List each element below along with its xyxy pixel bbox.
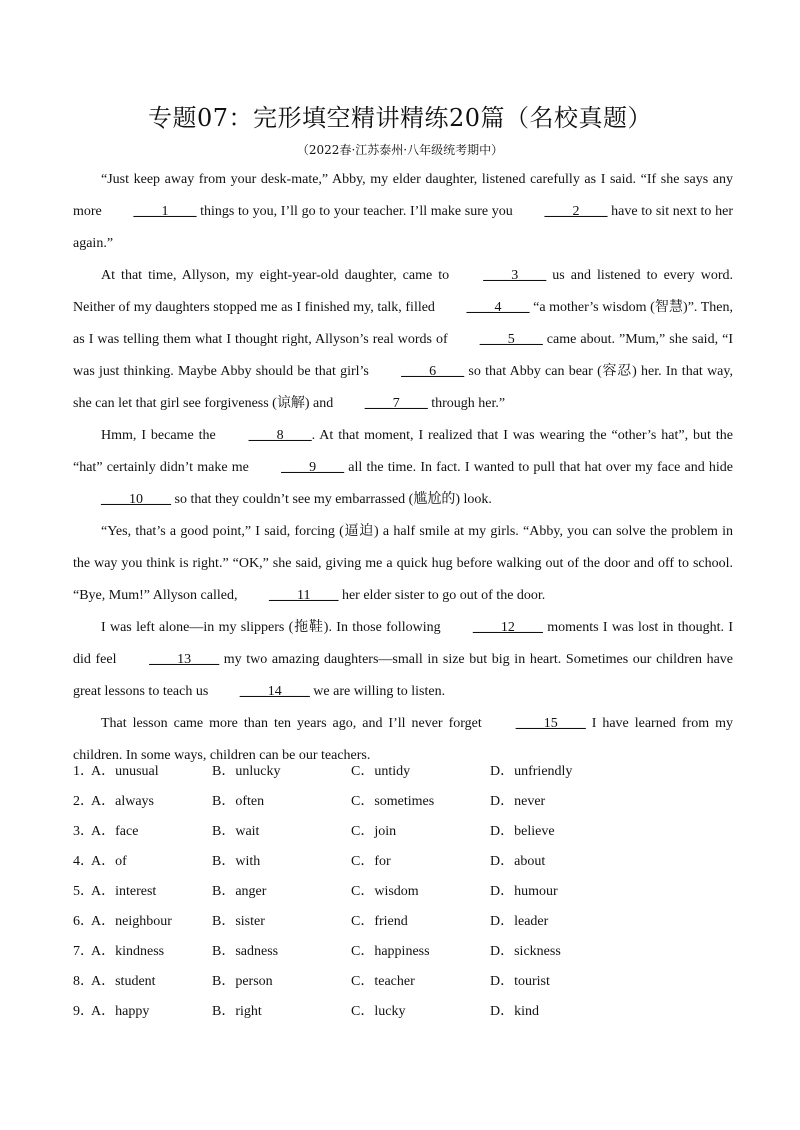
- question-list: [73, 757, 733, 1027]
- question-row: [73, 937, 733, 967]
- answer-option[interactable]: B．person: [212, 974, 273, 989]
- answer-blank: ____7____: [364, 396, 428, 411]
- answer-option[interactable]: B．with: [212, 854, 261, 869]
- question-number: 7．: [73, 944, 94, 959]
- question-number: 6．: [73, 914, 94, 929]
- page-title: 专题07：完形填空精讲精练20篇（名校真题）: [147, 104, 653, 132]
- answer-option[interactable]: A．kindness: [91, 944, 165, 959]
- answer-option[interactable]: C．friend: [351, 914, 408, 929]
- answer-blank: ____3____: [483, 268, 547, 283]
- answer-option[interactable]: C．for: [351, 854, 391, 869]
- question-row: [73, 907, 733, 937]
- question-number: 5．: [73, 884, 94, 899]
- answer-option[interactable]: D．never: [490, 794, 546, 809]
- answer-option[interactable]: D．believe: [490, 824, 555, 839]
- answer-option[interactable]: C．lucky: [351, 1004, 406, 1019]
- passage-text: came about. ”Mum,” she said, “I was just thinking. Maybe Abby should be that girl’s: [73, 332, 733, 379]
- question-number: 1．: [73, 764, 94, 779]
- answer-option[interactable]: A．neighbour: [91, 914, 172, 929]
- question-row: [73, 817, 733, 847]
- passage-text: moments I was lost in thought. I did feel: [73, 620, 734, 667]
- question-number: 3．: [73, 824, 94, 839]
- answer-blank: ____11____: [268, 588, 339, 603]
- passage-paragraph: [73, 164, 733, 260]
- answer-option[interactable]: B．sadness: [212, 944, 279, 959]
- cloze-passage: [73, 164, 733, 772]
- passage-text: I have learned from my children. In some ways, children can be our teachers.: [73, 716, 733, 763]
- question-row: [73, 967, 733, 997]
- answer-option[interactable]: D．sickness: [490, 944, 561, 959]
- passage-text: things to you, I’ll go to your teacher. I’ll make sure you: [196, 204, 517, 219]
- answer-option[interactable]: D．humour: [490, 884, 558, 899]
- answer-option[interactable]: D．about: [490, 854, 546, 869]
- passage-text: . At that moment, I realized that I was wearing the “other’s hat”, but the “hat” certainly didn’t make me: [73, 428, 733, 475]
- answer-option[interactable]: A．unusual: [91, 764, 159, 779]
- answer-option[interactable]: B．wait: [212, 824, 260, 839]
- passage-paragraph: [73, 516, 733, 612]
- passage-text: That lesson came more than ten years ago, and I’ll never forget: [101, 716, 488, 731]
- answer-blank: ____8____: [248, 428, 312, 443]
- answer-option[interactable]: B．right: [212, 1004, 262, 1019]
- passage-paragraph: [73, 420, 733, 516]
- source-note: （2022春·江苏泰州·八年级统考期中）: [296, 143, 504, 157]
- answer-blank: ____9____: [281, 460, 345, 475]
- answer-option[interactable]: C．join: [351, 824, 397, 839]
- passage-text: us and listened to every word. Neither of my daughters stopped me as I finished my, talk, filled: [73, 268, 733, 315]
- question-row: [73, 787, 733, 817]
- answer-option[interactable]: D．tourist: [490, 974, 550, 989]
- passage-text: At that time, Allyson, my eight-year-old daughter, came to: [101, 268, 456, 283]
- question-number: 2．: [73, 794, 94, 809]
- answer-option[interactable]: B．sister: [212, 914, 265, 929]
- passage-text: have to sit next to her again.”: [73, 204, 733, 251]
- answer-option[interactable]: C．teacher: [351, 974, 415, 989]
- answer-blank: ____1____: [133, 204, 197, 219]
- answer-blank: ____12____: [472, 620, 543, 635]
- question-number: 9．: [73, 1004, 94, 1019]
- answer-option[interactable]: C．untidy: [351, 764, 411, 779]
- passage-text: so that Abby can bear (容忍) her. In that way, she can let that girl see forgiveness (谅解) and: [73, 364, 733, 411]
- passage-text: we are willing to listen.: [309, 684, 446, 699]
- answer-blank: ____10____: [101, 492, 171, 507]
- answer-blank: ____14____: [239, 684, 310, 699]
- answer-option[interactable]: C．happiness: [351, 944, 430, 959]
- passage-text: so that they couldn’t see my embarrassed (尴尬的) look.: [171, 492, 492, 507]
- answer-option[interactable]: A．always: [91, 794, 154, 809]
- answer-blank: ____15____: [515, 716, 586, 731]
- answer-blank: ____4____: [466, 300, 530, 315]
- answer-option[interactable]: A．face: [91, 824, 139, 839]
- passage-text: I was left alone—in my slippers (拖鞋). In those following: [101, 620, 445, 635]
- answer-blank: ____5____: [479, 332, 543, 347]
- answer-option[interactable]: A．student: [91, 974, 156, 989]
- answer-option[interactable]: C．wisdom: [351, 884, 419, 899]
- answer-blank: ____13____: [149, 652, 220, 667]
- passage-text: all the time. In fact. I wanted to pull that hat over my face and hide: [344, 460, 733, 475]
- answer-option[interactable]: B．anger: [212, 884, 267, 899]
- answer-option[interactable]: A．interest: [91, 884, 157, 899]
- question-row: [73, 757, 733, 787]
- answer-option[interactable]: C．sometimes: [351, 794, 435, 809]
- question-row: [73, 877, 733, 907]
- passage-text: Hmm, I became the: [101, 428, 221, 443]
- answer-option[interactable]: D．leader: [490, 914, 549, 929]
- question-row: [73, 997, 733, 1027]
- passage-text: her elder sister to go out of the door.: [338, 588, 546, 603]
- passage-text: through her.”: [427, 396, 506, 411]
- answer-blank: ____6____: [401, 364, 465, 379]
- question-number: 4．: [73, 854, 94, 869]
- passage-text: “Just keep away from your desk-mate,” Abby, my elder daughter, listened carefully as I said. “If she says any more: [73, 172, 733, 219]
- passage-text: my two amazing daughters—small in size but big in heart. Sometimes our children have great lessons to teach us: [73, 652, 733, 699]
- question-row: [73, 847, 733, 877]
- answer-blank: ____2____: [544, 204, 608, 219]
- passage-text: “Yes, that’s a good point,” I said, forcing (逼迫) a half smile at my girls. “Abby, you can solve the problem in the way you think is right.” “OK,” she said, giving me a quick hug before walking out of the door and off to school. “Bye, Mum!” Allyson called,: [73, 524, 733, 603]
- passage-paragraph: [73, 612, 733, 708]
- passage-text: “a mother’s wisdom (智慧)”. Then, as I was telling them what I thought right, Allyson’s real words of: [73, 300, 733, 347]
- answer-option[interactable]: B．often: [212, 794, 265, 809]
- answer-option[interactable]: B．unlucky: [212, 764, 281, 779]
- answer-option[interactable]: D．kind: [490, 1004, 539, 1019]
- passage-paragraph: [73, 260, 733, 420]
- question-number: 8．: [73, 974, 94, 989]
- answer-option[interactable]: A．happy: [91, 1004, 150, 1019]
- answer-option[interactable]: D．unfriendly: [490, 764, 573, 779]
- answer-option[interactable]: A．of: [91, 854, 127, 869]
